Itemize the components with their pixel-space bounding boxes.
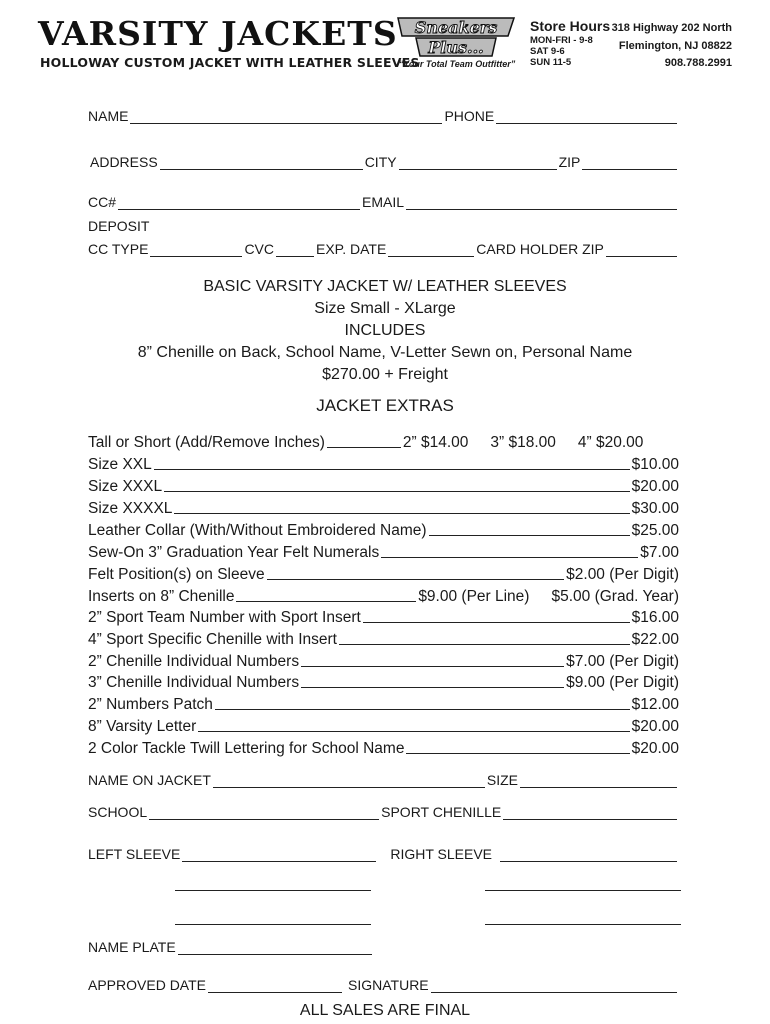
address-label: ADDRESS — [90, 154, 158, 170]
cc-label: CC# — [88, 194, 117, 210]
card-zip-label: CARD HOLDER ZIP — [476, 241, 604, 257]
cc-type-row — [88, 241, 679, 257]
extra-tall-price-4: 4” $20.00 — [577, 434, 644, 451]
extra-xxxxl-price: $30.00 — [631, 500, 679, 517]
extra-inserts-label: Inserts on 8” Chenille — [88, 588, 235, 605]
name-plate-label: NAME PLATE — [88, 939, 176, 955]
zip-label: ZIP — [558, 154, 581, 170]
extra-grad-numerals — [88, 541, 679, 562]
hours-weekday: MON-FRI - 9-8 — [530, 35, 593, 46]
right-sleeve-field-2[interactable] — [485, 876, 681, 891]
svg-text:Plus...: Plus... — [428, 38, 484, 57]
city-field[interactable] — [399, 155, 557, 170]
school-label: SCHOOL — [88, 804, 148, 820]
cc-type-field[interactable] — [150, 242, 242, 257]
extra-xxxl-label: Size XXXL — [88, 478, 163, 495]
name-on-jacket-label: NAME ON JACKET — [88, 772, 211, 788]
extra-xxl-price: $10.00 — [631, 456, 679, 473]
approved-date-label: APPROVED DATE — [88, 977, 206, 993]
sleeves-row — [88, 846, 679, 862]
extra-felt-label: Felt Position(s) on Sleeve — [88, 566, 265, 583]
name-plate-row — [88, 939, 679, 955]
size-field[interactable] — [520, 773, 677, 788]
extra-numbers-patch — [88, 693, 679, 714]
right-sleeve-label: RIGHT SLEEVE — [390, 846, 493, 862]
right-sleeve-field-3[interactable] — [485, 910, 681, 925]
extra-twill-field[interactable] — [406, 753, 629, 754]
email-field[interactable] — [406, 195, 677, 210]
extra-team2-label: 2” Sport Team Number with Sport Insert — [88, 609, 361, 626]
store-city: Flemington, NJ 08822 — [618, 40, 732, 52]
hours-saturday: SAT 9-6 — [530, 46, 565, 57]
address-field[interactable] — [160, 155, 363, 170]
left-sleeve-field-1[interactable] — [182, 847, 376, 862]
extra-grad-price: $7.00 — [640, 544, 679, 561]
extra-num2-price: $7.00 (Per Digit) — [566, 653, 679, 670]
extra-letter-field[interactable] — [198, 731, 629, 732]
phone-field[interactable] — [496, 109, 677, 124]
name-on-jacket-row — [88, 772, 679, 788]
extra-team-number — [88, 606, 679, 627]
school-field[interactable] — [149, 805, 379, 820]
extra-patch-field[interactable] — [215, 709, 630, 710]
extra-tall-short — [88, 431, 679, 452]
extra-xxxl-price: $20.00 — [631, 478, 679, 495]
cc-type-label: CC TYPE — [88, 241, 149, 257]
extra-sport-chenille — [88, 628, 679, 649]
school-row — [88, 804, 679, 820]
approval-row — [88, 977, 679, 993]
extra-inserts-field[interactable] — [236, 601, 416, 602]
jacket-extras-title: JACKET EXTRAS — [316, 396, 454, 415]
extra-sport4-label: 4” Sport Specific Chenille with Insert — [88, 631, 337, 648]
deposit-row — [88, 218, 679, 234]
left-sleeve-label: LEFT SLEEVE — [88, 846, 181, 862]
name-field[interactable] — [130, 109, 442, 124]
exp-date-label: EXP. DATE — [316, 241, 387, 257]
deposit-label: DEPOSIT — [88, 218, 150, 234]
basic-jacket-includes: INCLUDES — [344, 322, 426, 339]
sport-chenille-label: SPORT CHENILLE — [381, 804, 502, 820]
extra-twill-label: 2 Color Tackle Twill Lettering for School Name — [88, 740, 405, 757]
hours-sunday: SUN 11-5 — [530, 57, 572, 68]
extra-twill-price: $20.00 — [631, 740, 679, 757]
basic-jacket-details: 8” Chenille on Back, School Name, V-Letter Sewn on, Personal Name — [137, 344, 633, 361]
name-plate-field[interactable] — [178, 940, 372, 955]
extra-inserts-price-year: $5.00 (Grad. Year) — [551, 588, 679, 605]
extra-xxxl — [88, 475, 679, 496]
extra-felt-price: $2.00 (Per Digit) — [566, 566, 679, 583]
basic-jacket-price: $270.00 + Freight — [322, 366, 448, 383]
extra-inserts-price-line: $9.00 (Per Line) — [418, 588, 530, 605]
approved-date-field[interactable] — [208, 978, 342, 993]
svg-text:Sneakers: Sneakers — [414, 18, 498, 37]
extra-3in-numbers — [88, 671, 679, 692]
name-label: NAME — [88, 108, 129, 124]
exp-date-field[interactable] — [388, 242, 474, 257]
store-street: 318 Highway 202 North — [611, 22, 732, 34]
size-label: SIZE — [486, 772, 519, 788]
right-sleeve-field-1[interactable] — [500, 847, 677, 862]
sport-chenille-field[interactable] — [503, 805, 677, 820]
extra-num2-field[interactable] — [301, 666, 564, 667]
extra-felt-position — [88, 563, 679, 584]
cc-email-row — [88, 194, 679, 210]
extra-sport4-price: $22.00 — [631, 631, 679, 648]
extra-letter-price: $20.00 — [631, 718, 679, 735]
extra-num2-label: 2” Chenille Individual Numbers — [88, 653, 300, 670]
page-subtitle: HOLLOWAY CUSTOM JACKET WITH LEATHER SLEEVES — [40, 55, 420, 70]
extra-letter-label: 8” Varsity Letter — [88, 718, 197, 735]
card-zip-field[interactable] — [606, 242, 677, 257]
extra-varsity-letter — [88, 715, 679, 736]
extra-xxl-field[interactable] — [154, 469, 630, 470]
extra-xxxxl-label: Size XXXXL — [88, 500, 173, 517]
extra-xxxxl — [88, 497, 679, 518]
extra-xxl-label: Size XXL — [88, 456, 152, 473]
extra-tall-price-3: 3” $18.00 — [490, 434, 556, 451]
page-title: VARSITY JACKETS — [38, 14, 398, 53]
extra-patch-price: $12.00 — [631, 696, 679, 713]
extra-2in-numbers — [88, 650, 679, 671]
extra-num3-label: 3” Chenille Individual Numbers — [88, 674, 300, 691]
extra-grad-label: Sew-On 3” Graduation Year Felt Numerals — [88, 544, 380, 561]
cvc-field[interactable] — [276, 242, 314, 257]
logo-tagline: “Your Total Team Outfitter” — [398, 59, 516, 69]
footer-note: ALL SALES ARE FINAL — [299, 1002, 471, 1019]
extra-grad-field[interactable] — [381, 557, 638, 558]
name-phone-row — [88, 108, 679, 124]
extra-xxxl-field[interactable] — [164, 491, 629, 492]
extra-collar-label: Leather Collar (With/Without Embroidered Name) — [88, 522, 427, 539]
extra-xxl — [88, 453, 679, 474]
left-sleeve-field-2[interactable] — [175, 876, 371, 891]
extra-num3-field[interactable] — [301, 687, 564, 688]
city-label: CITY — [364, 154, 397, 170]
extra-sport4-field[interactable] — [339, 644, 630, 645]
left-sleeve-field-3[interactable] — [175, 910, 371, 925]
email-label: EMAIL — [362, 194, 405, 210]
extra-patch-label: 2” Numbers Patch — [88, 696, 213, 713]
name-on-jacket-field[interactable] — [213, 773, 485, 788]
extra-collar-price: $25.00 — [631, 522, 679, 539]
extra-collar — [88, 519, 679, 540]
signature-label: SIGNATURE — [348, 977, 429, 993]
extra-felt-field[interactable] — [267, 579, 565, 580]
extra-tall-price-2: 2” $14.00 — [402, 434, 469, 451]
signature-field[interactable] — [431, 978, 677, 993]
address-row — [88, 154, 679, 170]
cvc-label: CVC — [244, 241, 274, 257]
extra-inserts — [88, 585, 679, 606]
extra-twill-lettering — [88, 737, 679, 758]
extra-team2-field[interactable] — [363, 622, 630, 623]
store-phone: 908.788.2991 — [664, 57, 732, 69]
basic-jacket-size: Size Small - XLarge — [314, 300, 456, 317]
extra-tall-field[interactable] — [327, 447, 401, 448]
extra-num3-price: $9.00 (Per Digit) — [566, 674, 679, 691]
store-hours-title: Store Hours — [530, 18, 611, 34]
extra-team2-price: $16.00 — [631, 609, 679, 626]
basic-jacket-title: BASIC VARSITY JACKET W/ LEATHER SLEEVES — [203, 278, 567, 295]
zip-field[interactable] — [582, 155, 677, 170]
extra-collar-field[interactable] — [429, 535, 630, 536]
cc-field[interactable] — [118, 195, 360, 210]
extra-xxxxl-field[interactable] — [174, 513, 629, 514]
extra-tall-label: Tall or Short (Add/Remove Inches) — [88, 434, 325, 451]
phone-label: PHONE — [444, 108, 495, 124]
